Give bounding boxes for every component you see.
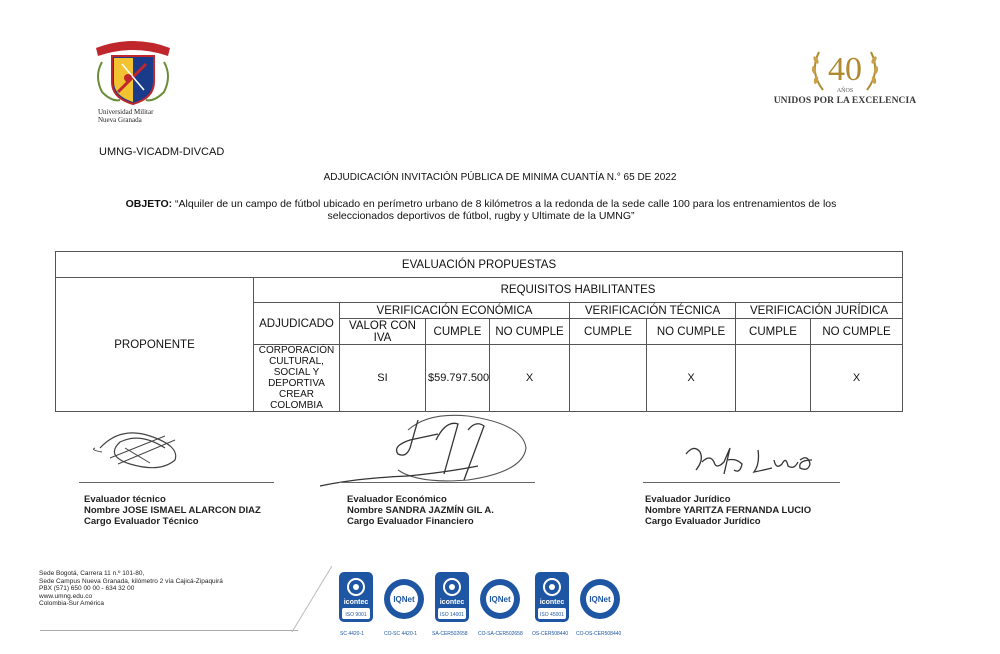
cert-iqnet-1 [382, 571, 426, 632]
icontec-icon [532, 571, 572, 627]
cell-proponent: CORPORACIÓN CULTURAL, SOCIAL Y DEPORTIVA CREAR COLOMBIA [254, 345, 340, 412]
table-title: EVALUACIÓN PROPUESTAS [56, 252, 903, 278]
sig-tech-role: Evaluador técnico [84, 494, 166, 505]
header-proponent: PROPONENTE [56, 278, 254, 412]
sig-legal-position: Cargo Evaluador Jurídico [645, 516, 761, 527]
signature-legal [680, 440, 830, 482]
footer-web: www.umng.edu.co [39, 592, 93, 600]
header-technical: VERIFICACIÓN TÉCNICA [570, 303, 736, 319]
cert-code: SC 4420-1 [340, 631, 364, 637]
signature-line-technical [79, 482, 274, 483]
signature-technical [80, 418, 210, 478]
header-legal: VERIFICACIÓN JURÍDICA [736, 303, 903, 319]
header-tech-not: NO CUMPLE [647, 319, 736, 345]
laurel-40-icon [805, 42, 885, 98]
signature-line-economic [339, 482, 535, 483]
iqnet-icon [478, 571, 522, 627]
cert-standard: ISO 45001 [540, 612, 564, 618]
header-value-vat: VALOR CON IVA [340, 319, 426, 345]
footer-divider [40, 630, 298, 631]
cert-code: CO-OS-CER508440 [576, 631, 622, 637]
signature-line-legal [643, 482, 840, 483]
header-economic: VERIFICACIÓN ECONÓMICA [340, 303, 570, 319]
footer-address-line2: Sede Campus Nueva Granada, kilómetro 2 vía Cajicá-Zipaquirá [39, 577, 223, 585]
cert-standard: ISO 9001 [345, 612, 367, 618]
cell-tech-not [736, 345, 811, 412]
cert-code: CO-SC 4420-1 [384, 631, 418, 637]
cert-code: CO-SA-CER502658 [478, 631, 523, 637]
document-code: UMNG-VICADM-DIVCAD [99, 146, 225, 158]
cert-standard: ISO 14001 [440, 612, 464, 618]
header-tech-complies: CUMPLE [570, 319, 647, 345]
anniversary-number: 40 [828, 51, 862, 88]
sig-econ-role: Evaluador Económico [347, 494, 447, 505]
anniversary-logo [770, 42, 920, 116]
header-econ-not: NO CUMPLE [490, 319, 570, 345]
cert-iqnet-3 [578, 571, 622, 632]
object-text: “Alquiler de un campo de fútbol ubicado en perímetro urbano de 8 kilómetros a la redonda de la sede calle 100 para los entrenamientos de los seleccionados deportivos de fútbol, rugby y Ultimate de la UMNG” [175, 198, 837, 222]
document-title: ADJUDICACIÓN INVITACIÓN PÚBLICA DE MINIMA CUANTÍA N.° 65 DE 2022 [323, 172, 677, 183]
cert-label: IQNet [589, 595, 611, 604]
sig-econ-name: Nombre SANDRA JAZMÍN GIL A. [347, 505, 494, 516]
umng-logo-line2: Nueva Granada [98, 116, 142, 124]
cell-econ-not [570, 345, 647, 412]
cell-awarded: SI [340, 345, 426, 412]
umng-logo-line1: Universidad Militar [98, 108, 154, 116]
header-econ-complies: CUMPLE [426, 319, 490, 345]
signature-economic [318, 410, 533, 490]
cert-iqnet-2 [478, 571, 522, 632]
cell-tech-complies: X [647, 345, 736, 412]
anniversary-motto: UNIDOS POR LA EXCELENCIA [773, 96, 917, 106]
cert-label: icontec [343, 599, 369, 606]
footer-address-line1: Sede Bogotá, Carrera 11 n.º 101-80, [39, 570, 145, 577]
sig-tech-position: Cargo Evaluador Técnico [84, 516, 199, 527]
sig-legal-name: Nombre YARITZA FERNANDA LUCIO [645, 505, 812, 516]
sig-econ-position: Cargo Evaluador Financiero [347, 516, 474, 527]
sig-legal-role: Evaluador Jurídico [645, 494, 731, 505]
header-legal-complies: CUMPLE [736, 319, 811, 345]
cell-value: $59.797.500 [426, 345, 490, 412]
umng-logo [88, 36, 178, 126]
cert-icontec-14001 [432, 571, 472, 632]
footer-diagonal [290, 566, 335, 634]
sig-tech-name: Nombre JOSE ISMAEL ALARCON DIAZ [84, 505, 261, 516]
signature-block-technical [84, 494, 261, 527]
cert-label: IQNet [489, 595, 511, 604]
cert-label: icontec [439, 599, 465, 606]
cell-econ-complies: X [490, 345, 570, 412]
evaluation-table [55, 251, 903, 412]
document-object [96, 198, 866, 222]
cert-label: IQNet [393, 595, 415, 604]
cert-icontec-45001 [532, 571, 572, 632]
header-legal-not: NO CUMPLE [811, 319, 903, 345]
iqnet-icon [382, 571, 426, 627]
icontec-icon [432, 571, 472, 627]
cert-code: OS-CER508440 [532, 631, 569, 637]
footer-country: Colombia-Sur América [39, 600, 105, 608]
header-requirements: REQUISITOS HABILITANTES [254, 278, 903, 303]
cell-legal-complies: X [811, 345, 903, 412]
certification-badges [336, 571, 636, 641]
signature-block-legal [645, 494, 811, 527]
object-label: OBJETO: [125, 198, 173, 210]
footer-address [39, 570, 223, 608]
umng-shield-icon [88, 36, 178, 108]
cert-label: icontec [539, 599, 565, 606]
icontec-icon [336, 571, 376, 627]
header-awarded: ADJUDICADO [254, 303, 340, 345]
cert-code: SA-CER502658 [432, 631, 468, 637]
signature-block-economic [347, 494, 494, 527]
anniversary-years: AÑOS [836, 88, 854, 94]
iqnet-icon [578, 571, 622, 627]
footer-phone: PBX (571) 650 00 00 - 634 32 00 [39, 585, 135, 593]
cert-icontec-9001 [336, 571, 376, 632]
